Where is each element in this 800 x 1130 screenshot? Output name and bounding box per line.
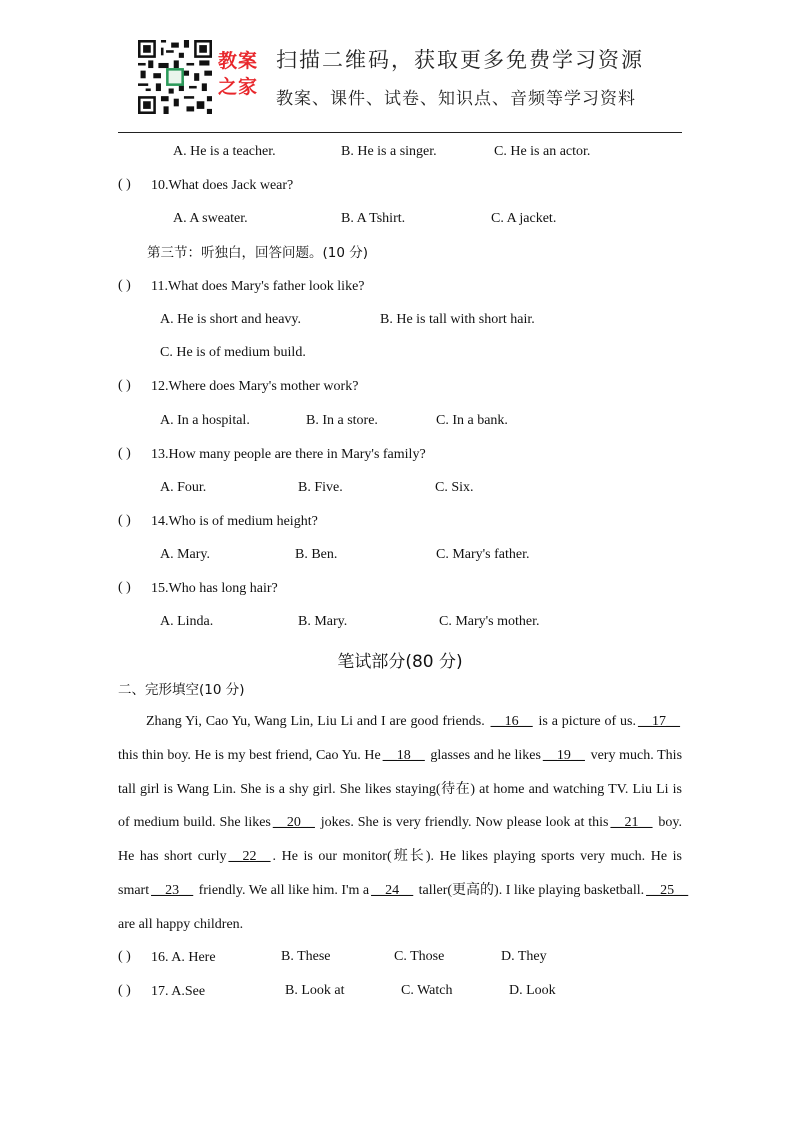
q11-question: 11.What does Mary's father look like? (151, 279, 365, 294)
logo-line-2: 之家 (218, 76, 259, 98)
q13-question: 13.How many people are there in Mary's family? (151, 447, 426, 462)
q9-option-c: C. He is an actor. (494, 144, 591, 159)
cloze-text: this thin boy. He is my best friend, Cao Yu. He (118, 747, 381, 763)
cloze-blank-17: __17__ (638, 714, 680, 729)
cloze-line-3: tall girl is Wang Lin. She is a shy girl. She likes staying(待在) at home and watching TV. Liu Li is (118, 781, 682, 797)
cloze-text: glasses and he likes (426, 747, 541, 763)
written-section-title: 笔试部分(80 分) (337, 652, 463, 672)
q12-option-b: B. In a store. (306, 413, 378, 428)
qr-code-icon (138, 40, 212, 114)
q10-option-b: B. A Tshirt. (341, 211, 406, 226)
q17-option-b: B. Look at (285, 983, 345, 998)
q13-answer-blank: ( ) (118, 446, 131, 461)
cloze-blank-16: __16__ (490, 714, 533, 729)
q12-question: 12.Where does Mary's mother work? (151, 379, 359, 394)
q11-option-b: B. He is tall with short hair. (380, 312, 535, 327)
cloze-blank-25: __25__ (646, 882, 689, 898)
cloze-text: taller(更高的). I like playing basketball. (415, 882, 645, 898)
cloze-line-6 (118, 874, 689, 908)
q15-question: 15.Who has long hair? (151, 581, 278, 596)
q12-option-a: A. In a hospital. (160, 413, 250, 428)
q13-option-c: C. Six. (435, 480, 474, 495)
q11-option-c: C. He is of medium build. (160, 345, 306, 360)
cloze-blank-21: __21__ (610, 815, 653, 831)
cloze-line-4 (118, 806, 682, 840)
q13-option-b: B. Five. (298, 480, 343, 495)
q14-option-b: B. Ben. (295, 547, 338, 562)
page-header (0, 0, 800, 130)
header-slogan: 扫描二维码，获取更多免费学习资源 (276, 48, 644, 72)
cloze-line-7: are all happy children. (118, 916, 244, 932)
cloze-text: Zhang Yi, Cao Yu, Wang Lin, Liu Li and I are good friends. (146, 714, 489, 729)
cloze-line-5 (118, 840, 682, 874)
q10-option-c: C. A jacket. (491, 211, 557, 226)
cloze-text: boy. (654, 815, 682, 831)
q16-answer-blank: ( ) (118, 949, 131, 964)
q15-option-b: B. Mary. (298, 614, 348, 629)
cloze-blank-18: __18__ (382, 747, 425, 763)
q9-option-a: A. He is a teacher. (173, 144, 276, 159)
q16-question: 16. A. Here (151, 950, 216, 965)
cloze-text: . He is our monitor(班长). He likes playing sports very much. He is (272, 849, 682, 865)
q13-option-a: A. Four. (160, 480, 207, 495)
q16-option-d: D. They (501, 949, 547, 964)
q11-option-a: A. He is short and heavy. (160, 312, 302, 327)
q10-answer-blank: ( ) (118, 177, 131, 192)
q17-answer-blank: ( ) (118, 983, 131, 998)
q17-option-d: D. Look (509, 983, 556, 998)
q12-option-c: C. In a bank. (436, 413, 508, 428)
q15-option-a: A. Linda. (160, 614, 214, 629)
q14-option-a: A. Mary. (160, 547, 211, 562)
cloze-text: very much. This (586, 747, 683, 763)
q10-question: 10.What does Jack wear? (151, 178, 294, 193)
cloze-blank-24: __24__ (371, 882, 414, 898)
cloze-passage (118, 705, 689, 942)
q15-answer-blank: ( ) (118, 580, 131, 595)
cloze-line-1 (118, 705, 682, 739)
cloze-text: He has short curly (118, 849, 227, 865)
cloze-text: jokes. She is very friendly. Now please look at this (316, 815, 609, 831)
q17-question: 17. A.See (151, 984, 206, 999)
q14-question: 14.Who is of medium height? (151, 514, 318, 529)
cloze-text: is a picture of us. (534, 714, 636, 729)
cloze-text: friendly. We all like him. I'm a (195, 882, 370, 898)
q17-option-c: C. Watch (401, 983, 453, 998)
cloze-blank-23: __23__ (151, 882, 194, 898)
cloze-text: smart (118, 882, 150, 898)
cloze-blank-20: __20__ (272, 815, 315, 831)
header-divider (118, 132, 682, 133)
cloze-line-2 (118, 739, 682, 773)
q14-option-c: C. Mary's father. (436, 547, 530, 562)
q11-answer-blank: ( ) (118, 278, 131, 293)
q9-option-b: B. He is a singer. (341, 144, 437, 159)
q16-option-b: B. These (281, 949, 331, 964)
q14-answer-blank: ( ) (118, 513, 131, 528)
site-logo (218, 46, 270, 102)
q12-answer-blank: ( ) (118, 378, 131, 393)
logo-line-1: 教案 (218, 50, 259, 72)
cloze-blank-22: __22__ (228, 849, 271, 865)
q10-option-a: A. A sweater. (173, 211, 248, 226)
q16-option-c: C. Those (394, 949, 445, 964)
cloze-blank-19: __19__ (542, 747, 585, 763)
cloze-text: of medium build. She likes (118, 815, 271, 831)
header-subslogan: 教案、课件、试卷、知识点、音频等学习资料 (276, 89, 636, 109)
part3-title: 第三节：听独白，回答问题。(10 分) (147, 245, 369, 261)
q15-option-c: C. Mary's mother. (439, 614, 540, 629)
cloze-section-title: 二、完形填空(10 分) (118, 682, 245, 698)
